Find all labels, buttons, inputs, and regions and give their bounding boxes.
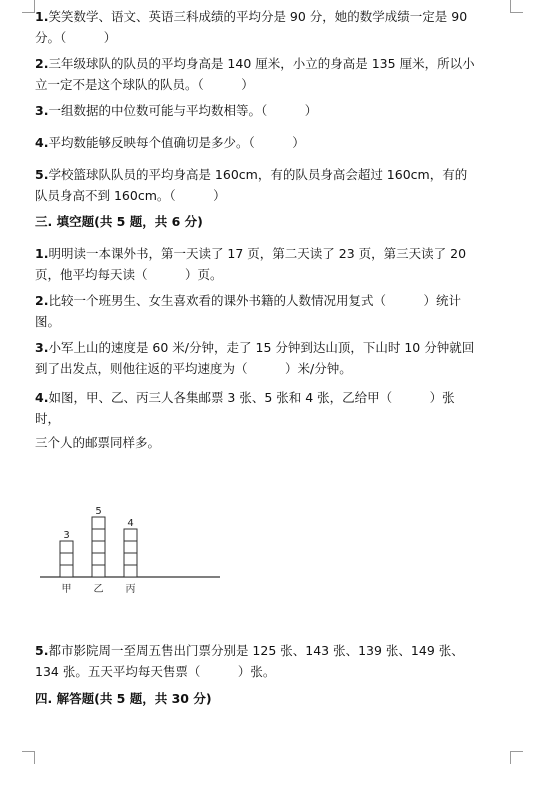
stamp-cell [60,553,73,565]
stamp-cell [92,565,105,577]
stamp-cell [60,541,73,553]
category-label: 丙 [125,584,136,595]
stamp-cell [124,565,137,577]
category-label: 甲 [61,584,72,595]
crop-mark-top-right [510,0,523,13]
fill-question-5: 5.都市影院周一至周五售出门票分别是 125 张、143 张、139 张、149 张、134 张。五天平均每天售票（ ）张。 [35,643,464,679]
crop-mark-bottom-left [22,751,35,764]
stamp-cell [124,553,137,565]
judge-question-3: 3.一组数据的中位数可能与平均数相等。（ ） [35,103,318,118]
crop-mark-top-left [22,0,35,13]
stamp-cell [60,565,73,577]
stamp-cell [124,529,137,541]
bar-value-label: 4 [127,518,134,529]
category-label: 乙 [93,584,104,595]
bar-value-label: 5 [95,506,102,517]
fill-question-4-continued: 三个人的邮票同样多。 [35,435,161,450]
fill-question-1: 1.明明读一本课外书，第一天读了 17 页，第二天读了 23 页，第三天读了 20 页，他平均每天读（ ）页。 [35,246,467,282]
judge-question-4: 4.平均数能够反映每个值确切是多少。（ ） [35,135,305,150]
fill-question-2: 2.比较一个班男生、女生喜欢看的课外书籍的人数情况用复式（ ）统计图。 [35,293,461,329]
section-3-title: 三. 填空题(共 5 题，共 6 分) [35,214,203,229]
judge-question-1: 1.笑笑数学、语文、英语三科成绩的平均分是 90 分，她的数学成绩一定是 90 分。（ ） [35,9,468,45]
judge-question-2: 2.三年级球队的队员的平均身高是 140 厘米，小立的身高是 135 厘米，所以小立一定不是这个球队的队员。（ ） [35,56,475,92]
stamp-cell [92,553,105,565]
stamp-cell [92,517,105,529]
crop-mark-bottom-right [510,751,523,764]
section-4-title: 四. 解答题(共 5 题，共 30 分) [35,691,212,706]
stamp-cell [124,541,137,553]
bar-value-label: 3 [63,530,70,541]
fill-question-4: 4.如图，甲、乙、丙三人各集邮票 3 张、5 张和 4 张，乙给甲（ ）张时， [35,390,455,426]
stamp-chart [38,490,228,605]
judge-question-5: 5.学校篮球队队员的平均身高是 160cm，有的队员身高会超过 160cm，有的队员身高不到 160cm。（ ） [35,167,468,203]
stamp-cell [92,529,105,541]
stamp-cell [92,541,105,553]
fill-question-3: 3.小军上山的速度是 60 米/分钟，走了 15 分钟到达山顶，下山时 10 分钟就回到了出发点，则他往返的平均速度为（ ）米/分钟。 [35,340,475,376]
